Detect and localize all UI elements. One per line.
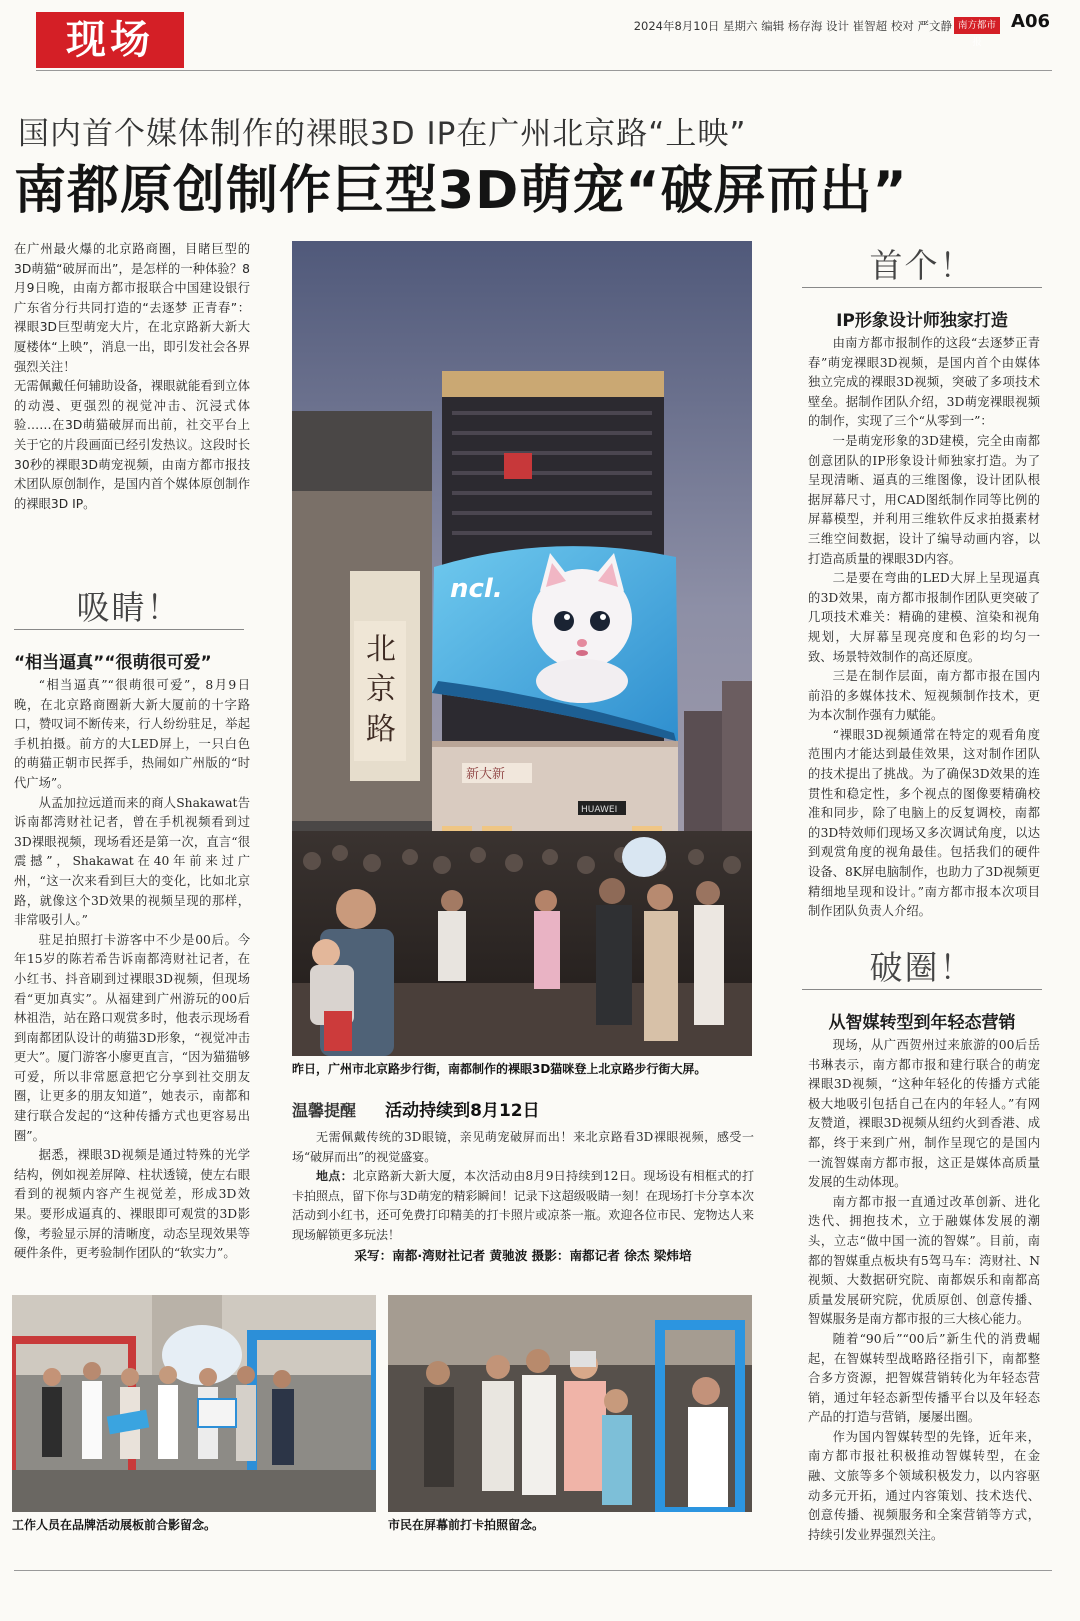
left-section-body <box>14 676 250 1264</box>
svg-text:ncl.: ncl. <box>450 574 503 604</box>
article-paragraph: 作为国内智媒转型的先锋，近年来，南方都市报社积极推动智媒转型，在金融、文旅等多个领域积极发力，以内容驱动多元开拓，通过内容策划、技术迭代、创意传播、视频服务和全案营销等方式，持续引发业界强烈关注。 <box>808 1429 1040 1542</box>
article-paragraph: 从孟加拉远道而来的商人Shakawat告诉南都湾财社记者，曾在手机视频看到过3D裸眼视频，现场看还是第一次，直言“很震撼”，Shakawat在40年前来过广州，“这一次来看到巨大的变化，比如北京路，就像这个3D效果的视频呈现的那样，非常吸引人。” <box>14 795 250 928</box>
section-subhead: “相当逼真”“很萌很可爱” <box>14 653 212 673</box>
article-paragraph: 现场，从广西贺州过来旅游的00后岳书琳表示，南方都市报和建行联合的萌宠裸眼3D视频，“这种年轻化的传播方式能极大地吸引包括自己在内的年轻人。”有网友赞道，裸眼3D视频从纽约火到香港、成都，终于来到广州，制作呈现它的是国内一流智媒南方都市报，这正是媒体高质量发展的生动体现。 <box>808 1038 1040 1190</box>
right-section-2-body <box>808 1036 1040 1545</box>
notice-label: 温馨提醒 <box>292 1101 357 1120</box>
svg-text:北京路: 北京路 <box>366 632 396 747</box>
divider <box>14 1570 1052 1571</box>
article-paragraph: 一是萌宠形象的3D建模，完全由南都创意团队的IP形象设计师独家打造。为了呈现清晰、逼真的三维图像，设计团队根据屏幕尺寸，用CAD图纸制作同等比例的屏幕模型，并利用三维软件反求拍摄素材三维空间数据，设计了编导动画内容，以打造高质量的裸眼3D内容。 <box>808 433 1040 566</box>
photo-staff-group <box>12 1295 376 1512</box>
kicker-headline: 国内首个媒体制作的裸眼3D IP在广州北京路“上映” <box>18 116 747 152</box>
article-paragraph: 二是要在弯曲的LED大屏上呈现逼真的3D效果，南方都市报制作团队更突破了几项技术难关：精确的建模、渲染和视角规划，大屏幕呈现亮度和色彩的均匀一致、场景特效制作的高还原度。 <box>808 571 1040 664</box>
divider <box>802 287 1042 288</box>
section-head-left <box>14 582 244 673</box>
article-paragraph: 驻足拍照打卡游客中不少是00后。今年15岁的陈若希告诉南都湾财社记者，在小红书、抖音刷到过裸眼3D视频，但现场看“更加真实”。从福建到广州游玩的00后林祖浩，站在路口观赏多时，他表示现场看到南都团队设计的萌猫3D形象，“视觉冲击更大”。厦门游客小廖更直言，“因为猫猫够可爱，所以非常愿意把它分享到社交朋友圈，让更多的朋友知道”，她表示，南都和建行联合发起的“这种传播方式也更容易出圈”。 <box>14 932 250 1143</box>
right-section-1-body <box>808 334 1040 922</box>
section-subhead: IP形象设计师独家打造 <box>836 311 1008 331</box>
article-paragraph: 据悉，裸眼3D视频是通过特殊的光学结构，例如视差屏障、柱状透镜，使左右眼看到的视频内容产生视觉差，形成3D效果。要形成逼真的、裸眼即可观赏的3D影像，考验显示屏的清晰度，动态呈现效果等硬件条件，更考验制作团队的“软实力”。 <box>14 1148 250 1261</box>
building-sign: 新大新 <box>466 767 506 782</box>
notice-place-text: 北京路新大新大厦，本次活动由8月9日持续到12日。现场设有相框式的打卡拍照点，留下你与3D萌宠的精彩瞬间！记录下这超级吸睛一刻！在现场打卡分享本次活动到小红书，还可免费打印精美的打卡照片或凉茶一瓶。欢迎各位市民、宠物达人来现场解锁更多玩法！ <box>292 1169 754 1242</box>
lede-paragraph: 无需佩戴任何辅助设备，裸眼就能看到立体的动漫、更强烈的视觉冲击、沉浸式体验……在3D萌猫破屏而出前，社交平台上关于它的片段画面已经引发热议。这段时长30秒的裸眼3D萌宠视频，由南方都市报技术团队原创制作，是国内首个媒体原创制作的裸眼3D IP。 <box>14 379 250 511</box>
brand-sign: HUAWEI <box>581 805 618 815</box>
page-number: A06 <box>1011 11 1050 32</box>
notice-paragraph: 无需佩戴传统的3D眼镜，亲见萌宠破屏而出！来北京路看3D裸眼视频，感受一场“破屏而出”的视觉盛宴。 <box>292 1130 754 1164</box>
article-paragraph: 南方都市报一直通过改革创新、进化迭代、拥抱技术，立于融媒体发展的潮头，立志“做中国一流的智媒”。目前，南都的智媒重点板块有5驾马车：湾财社、N视频、大数据研究院、南都娱乐和南都高质量发展研究院，优质原创、创意传播、智媒服务是南方都市报的三大核心能力。 <box>808 1194 1040 1327</box>
section-marker: 吸睛！ <box>76 588 182 627</box>
article-paragraph: “相当逼真”“很萌很可爱”，8月9日晚，在北京路商圈新大新大厦前的十字路口，赞叹词不断传来，行人纷纷驻足，举起手机拍摄。前方的大LED屏上，一只白色的萌猫正朝市民挥手，热闹如广州版的“时代广场”。 <box>14 678 250 790</box>
section-marker: 首个！ <box>869 246 975 285</box>
divider <box>802 989 1042 990</box>
photo-citizens-caption: 市民在屏幕前打卡拍照留念。 <box>388 1518 545 1532</box>
article-paragraph: “裸眼3D视频通常在特定的观看角度范围内才能达到最佳效果，这对制作团队的技术提出了挑战。为了确保3D效果的连贯性和稳定性，多个视点的图像要精确校准和同步，除了电脑上的反复调校，南都的3D特效师们现场又多次调试角度，以达到观赏角度的视角最佳。包括我们的硬件设备、8K屏电脑制作，也助力了3D视频更精细地呈现和设计。”南方都市报本次项目制作团队负责人介绍。 <box>808 727 1040 919</box>
photo-staff-caption: 工作人员在品牌活动展板前合影留念。 <box>12 1518 217 1532</box>
section-subhead: 从智媒转型到年轻态营销 <box>828 1013 1016 1033</box>
masthead <box>0 0 1080 76</box>
photo-citizens <box>388 1295 752 1512</box>
divider <box>14 629 244 630</box>
main-photo <box>292 241 752 1056</box>
divider <box>36 70 1052 71</box>
notice-title: 活动持续到8月12日 <box>385 1101 540 1121</box>
section-head-right-2 <box>802 942 1042 1033</box>
section-tag: 现场 <box>36 12 184 68</box>
article-paragraph: 随着“90后”“00后”新生代的消费崛起，在智媒转型战略路径指引下，南都整合多方资源，把智媒营销转化为年轻态营销，通过年轻态新型传播平台以及年轻态产品的打造与营销，屡屡出圈。 <box>808 1331 1040 1425</box>
section-marker: 破圈！ <box>869 948 975 987</box>
main-headline: 南都原创制作巨型3D萌宠“破屏而出” <box>14 161 908 221</box>
article-paragraph: 由南方都市报制作的这段“去逐梦正青春”萌宠裸眼3D视频，是国内首个由媒体独立完成的裸眼3D视频，突破了多项技术壁垒。据制作团队介绍，3D萌宠裸眼视频的制作，实现了三个“从零到一”： <box>808 336 1040 429</box>
main-photo-caption: 昨日，广州市北京路步行街，南都制作的裸眼3D猫咪登上北京路步行街大屏。 <box>292 1062 707 1076</box>
lede <box>14 240 250 514</box>
notice-place-label: 地点： <box>316 1169 353 1183</box>
paper-logo: 南方都市报 <box>954 17 1000 34</box>
notice-head <box>292 1096 754 1121</box>
article-paragraph: 三是在制作层面，南方都市报在国内前沿的多媒体技术、短视频制作技术，更为本次制作强有力赋能。 <box>808 669 1040 723</box>
notice-body <box>292 1128 754 1245</box>
section-head-right-1 <box>802 240 1042 331</box>
byline-credit: 采写：南都·湾财社记者 黄驰波 摄影：南都记者 徐杰 梁炜培 <box>354 1248 692 1263</box>
issue-meta: 2024年8月10日 星期六 编辑 杨存海 设计 崔智超 校对 严文静 <box>633 19 952 33</box>
lede-paragraph: 在广州最火爆的北京路商圈，目睹巨型的3D萌猫“破屏而出”，是怎样的一种体验？8月9日晚，由南方都市报联合中国建设银行广东省分行共同打造的“去逐梦 正青春”：裸眼3D巨型萌宠大片，在北京路新大新大厦楼体“上映”，消息一出，即引发社会各界强烈关注！ <box>14 242 250 374</box>
